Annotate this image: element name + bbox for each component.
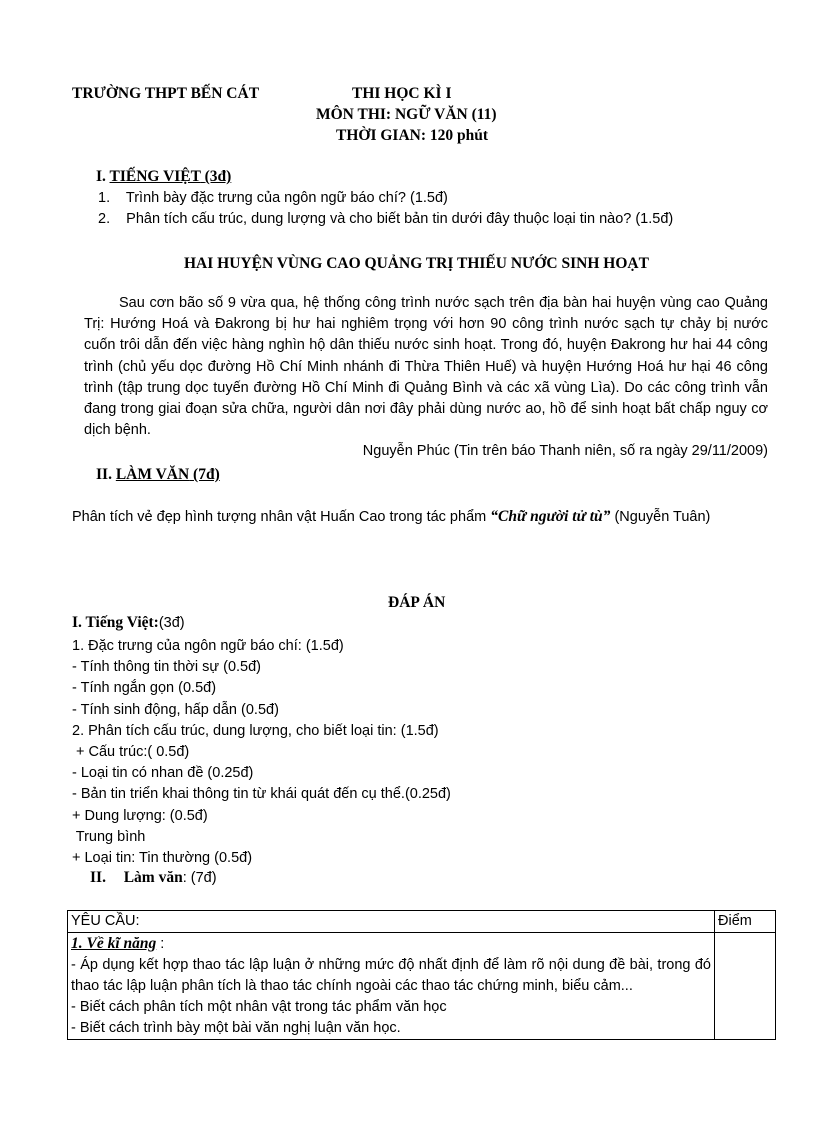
- question-1-number: 1.: [98, 190, 111, 206]
- answer-title: ĐÁP ÁN: [388, 594, 446, 611]
- answer-line: - Tính ngắn gọn (0.5đ): [72, 680, 217, 697]
- answer-list: [72, 636, 451, 869]
- article-body: Sau cơn bão số 9 vừa qua, hệ thống công trình nước sạch trên địa bàn hai huyện vùng cao Quảng Trị: Hướng Hoá và Đakrong bị hư hai nghiêm trọng với hơn 90 công trình nước sạch tự chảy bị nước cuốn trôi dẫn đến việc hàng nghìn hộ dân thiếu nước sinh hoạt. Trong đó, huyện Đakrong hư hai 44 công trình (chủ yếu dọc đường Hồ Chí Minh nhánh đi Thừa Thiên Huế) và huyện Hướng Hoá hư hại 46 công trình (tập trung dọc tuyến đường Hồ Chí Minh đi Quảng Bình và các xã vùng Lìa). Do các công trình vẫn đang trong giai đoạn sửa chữa, người dân nơi đây phải dùng nước ao, hồ để sinh hoạt bất chấp nguy cơ dịch bệnh.: [84, 295, 768, 439]
- skill-line: - Biết cách trình bày một bài văn nghị luận văn học.: [71, 1020, 401, 1036]
- question-2: [98, 211, 673, 227]
- exam-title: THI HỌC KÌ I: [352, 85, 452, 102]
- skill-line: - Biết cách phân tích một nhân vật trong tác phẩm văn học: [71, 999, 447, 1015]
- exam-time: THỜI GIAN: 120 phút: [336, 127, 489, 144]
- article-source: Nguyễn Phúc (Tin trên báo Thanh niên, số ra ngày 29/11/2009): [362, 443, 768, 459]
- question-1-text: Trình bày đặc trưng của ngôn ngữ báo chí? (1.5đ): [125, 190, 448, 206]
- part1-heading: [96, 168, 231, 186]
- skill-score-cell: [715, 933, 776, 1040]
- table-header-row: [68, 911, 776, 933]
- article-headline: HAI HUYỆN VÙNG CAO QUẢNG TRỊ THIẾU NƯỚC SINH HOẠT: [184, 255, 649, 272]
- answer-line: 1. Đặc trưng của ngôn ngữ báo chí: (1.5đ): [72, 638, 344, 654]
- table-header-requirements: YÊU CẦU:: [68, 911, 715, 933]
- skill-title: 1. Về kĩ năng: [71, 935, 157, 952]
- answer-line: + Cấu trúc:( 0.5đ): [72, 744, 190, 761]
- answer-line: Trung bình: [72, 828, 146, 845]
- part2-numeral: II.: [96, 466, 112, 483]
- skill-line: - Áp dụng kết hợp thao tác lập luận ở những mức độ nhất định để làm rõ nội dung đề bài, trong đó thao tác lập luận phân tích là thao tác chính ngoài các thao tác chứng minh, biểu cảm...: [71, 957, 711, 994]
- table-header-score: Điểm: [715, 911, 776, 933]
- work-title: “Chữ người tử tù”: [490, 508, 611, 525]
- skill-requirements-cell: [68, 933, 715, 1040]
- school-name: TRƯỜNG THPT BẾN CÁT: [72, 85, 260, 102]
- answer-section-2-title: Làm văn: [123, 869, 183, 886]
- answer-line: - Loại tin có nhan đề (0.25đ): [72, 765, 254, 782]
- part2-title: LÀM VĂN (7đ): [115, 466, 220, 483]
- answer-line: - Bản tin triển khai thông tin từ khái quát đến cụ thể.(0.25đ): [72, 786, 451, 803]
- answer-section-2-points: : (7đ): [182, 870, 217, 886]
- table-row: [68, 933, 776, 1040]
- answer-line: 2. Phân tích cấu trúc, dung lượng, cho biết loại tin: (1.5đ): [72, 722, 439, 739]
- answer-line: + Dung lượng: (0.5đ): [72, 807, 208, 824]
- answer-section-1-title: I. Tiếng Việt:: [72, 614, 159, 631]
- answer-section-2-numeral: II.: [90, 869, 106, 886]
- question-2-text: Phân tích cấu trúc, dung lượng và cho biết bản tin dưới đây thuộc loại tin nào? (1.5đ): [126, 211, 674, 227]
- question-1: [98, 190, 448, 206]
- essay-prompt: Phân tích vẻ đẹp hình tượng nhân vật Huấn Cao trong tác phẩm “Chữ người tử tù” (Nguyễn Tuân): [72, 508, 711, 525]
- skill-title-line: 1. Về kĩ năng :: [71, 935, 165, 952]
- answer-line: - Tính thông tin thời sự (0.5đ): [72, 659, 262, 676]
- answer-line: + Loại tin: Tin thường (0.5đ): [72, 850, 253, 867]
- part1-numeral: I.: [96, 168, 106, 185]
- requirements-table: [67, 910, 776, 1040]
- question-2-number: 2.: [98, 211, 111, 227]
- answer-section-2-heading: [90, 869, 217, 887]
- part2-heading: [96, 466, 220, 484]
- answer-section-1-heading: [72, 614, 185, 632]
- part1-title: TIẾNG VIỆT (3đ): [109, 168, 232, 185]
- exam-subject: MÔN THI: NGỮ VĂN (11): [316, 106, 497, 123]
- answer-section-1-points: (3đ): [158, 615, 185, 631]
- answer-line: - Tính sinh động, hấp dẫn (0.5đ): [72, 701, 279, 718]
